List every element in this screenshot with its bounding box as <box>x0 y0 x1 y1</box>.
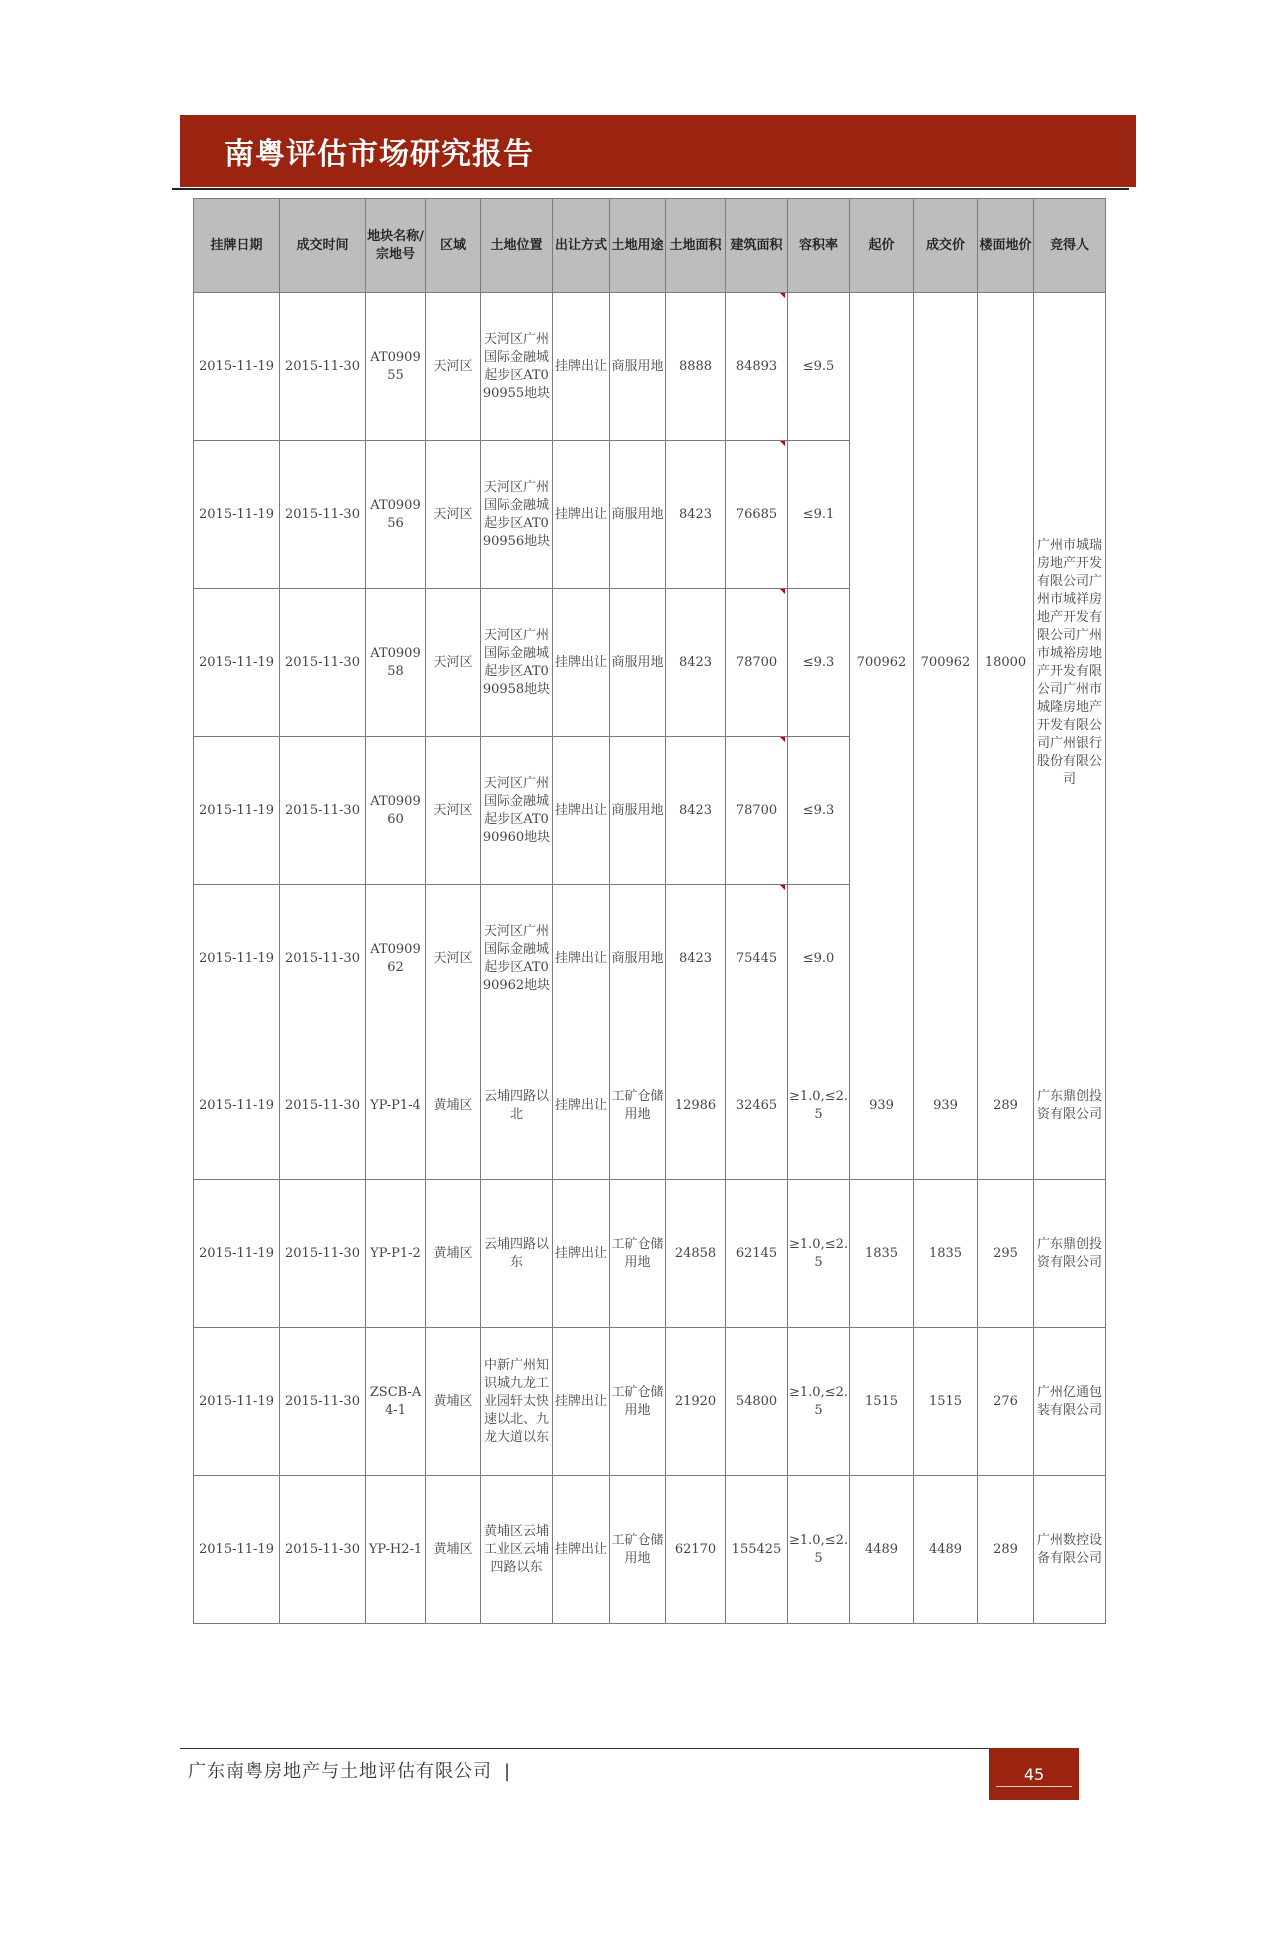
footer-company-name: 广东南粤房地产与土地评估有限公司 <box>188 1761 492 1782</box>
cell-district: 黄埔区 <box>426 1180 481 1328</box>
cell-build-area: 76685 <box>726 441 788 589</box>
cell-land-area: 8423 <box>666 441 726 589</box>
col-header-winner: 竞得人 <box>1034 199 1106 293</box>
cell-deal-date: 2015-11-30 <box>280 1328 366 1476</box>
col-header-land-area: 土地面积 <box>666 199 726 293</box>
cell-start-price: 1515 <box>850 1328 914 1476</box>
footer-rule <box>180 1748 990 1749</box>
col-header-far: 容积率 <box>788 199 850 293</box>
cell-far: ≤9.1 <box>788 441 850 589</box>
cell-build-area: 155425 <box>726 1476 788 1624</box>
table-row <box>194 1476 1106 1624</box>
table-row <box>194 1180 1106 1328</box>
cell-build-area: 78700 <box>726 589 788 737</box>
cell-use: 工矿仓储用地 <box>610 1328 666 1476</box>
report-title: 南粤评估市场研究报告 <box>224 137 534 172</box>
page-number-box <box>989 1748 1079 1800</box>
cell-winner: 广东鼎创投资有限公司 <box>1034 1180 1106 1328</box>
cell-winner: 广东鼎创投资有限公司 <box>1034 1032 1106 1180</box>
cell-floor-price: 289 <box>978 1032 1034 1180</box>
cell-far: ≤9.3 <box>788 737 850 885</box>
land-transaction-table <box>193 198 1106 1624</box>
cell-land-area: 21920 <box>666 1328 726 1476</box>
table-row <box>194 293 1106 441</box>
cell-district: 黄埔区 <box>426 1476 481 1624</box>
cell-parcel: AT090955 <box>366 293 426 441</box>
col-header-start-price: 起价 <box>850 199 914 293</box>
cell-location: 云埔四路以北 <box>481 1032 553 1180</box>
col-header-district: 区域 <box>426 199 481 293</box>
col-header-build-area: 建筑面积 <box>726 199 788 293</box>
cell-method: 挂牌出让 <box>553 737 610 885</box>
cell-district: 天河区 <box>426 737 481 885</box>
cell-list-date: 2015-11-19 <box>194 737 280 885</box>
cell-list-date: 2015-11-19 <box>194 293 280 441</box>
cell-far: ≤9.3 <box>788 589 850 737</box>
cell-location: 中新广州知识城九龙工业园轩太快速以北、九龙大道以东 <box>481 1328 553 1476</box>
table-header-row <box>194 199 1106 293</box>
cell-land-area: 8423 <box>666 885 726 1033</box>
cell-parcel: AT090962 <box>366 885 426 1033</box>
header-band <box>180 115 1136 187</box>
cell-far: ≤9.5 <box>788 293 850 441</box>
cell-method: 挂牌出让 <box>553 1476 610 1624</box>
cell-deal-date: 2015-11-30 <box>280 1476 366 1624</box>
footer-company <box>188 1757 511 1783</box>
cell-district: 天河区 <box>426 885 481 1033</box>
cell-winner: 广州亿通包装有限公司 <box>1034 1328 1106 1476</box>
cell-land-area: 8888 <box>666 293 726 441</box>
cell-winner-group: 广州市城瑞房地产开发有限公司广州市城祥房地产开发有限公司广州市城裕房地产开发有限公司广州市城隆房地产开发有限公司广州银行股份有限公司 <box>1034 293 1106 1033</box>
cell-list-date: 2015-11-19 <box>194 885 280 1033</box>
cell-floor-price: 276 <box>978 1328 1034 1476</box>
cell-list-date: 2015-11-19 <box>194 589 280 737</box>
cell-floor-price: 295 <box>978 1180 1034 1328</box>
cell-start-price-group: 700962 <box>850 293 914 1033</box>
cell-land-area: 62170 <box>666 1476 726 1624</box>
cell-use: 商服用地 <box>610 293 666 441</box>
cell-land-area: 8423 <box>666 589 726 737</box>
cell-parcel: ZSCB-A4-1 <box>366 1328 426 1476</box>
cell-parcel: AT090956 <box>366 441 426 589</box>
cell-method: 挂牌出让 <box>553 1180 610 1328</box>
cell-method: 挂牌出让 <box>553 1032 610 1180</box>
cell-use: 工矿仓储用地 <box>610 1180 666 1328</box>
cell-deal-date: 2015-11-30 <box>280 885 366 1033</box>
cell-parcel: YP-P1-4 <box>366 1032 426 1180</box>
col-header-deal-price: 成交价 <box>914 199 978 293</box>
cell-deal-price: 1835 <box>914 1180 978 1328</box>
cell-use: 商服用地 <box>610 737 666 885</box>
cell-build-area: 32465 <box>726 1032 788 1180</box>
cell-method: 挂牌出让 <box>553 1328 610 1476</box>
cell-start-price: 1835 <box>850 1180 914 1328</box>
cell-far: ≥1.0,≤2.5 <box>788 1328 850 1476</box>
cell-far: ≥1.0,≤2.5 <box>788 1032 850 1180</box>
cell-district: 黄埔区 <box>426 1032 481 1180</box>
cell-start-price: 939 <box>850 1032 914 1180</box>
cell-build-area: 75445 <box>726 885 788 1033</box>
cell-deal-price-group: 700962 <box>914 293 978 1033</box>
cell-location: 天河区广州国际金融城起步区AT090956地块 <box>481 441 553 589</box>
cell-far: ≥1.0,≤2.5 <box>788 1476 850 1624</box>
cell-district: 天河区 <box>426 441 481 589</box>
cell-list-date: 2015-11-19 <box>194 1032 280 1180</box>
cell-district: 黄埔区 <box>426 1328 481 1476</box>
cell-winner: 广州数控设备有限公司 <box>1034 1476 1106 1624</box>
cell-floor-price-group: 18000 <box>978 293 1034 1033</box>
cell-location: 黄埔区云埔工业区云埔四路以东 <box>481 1476 553 1624</box>
cell-district: 天河区 <box>426 589 481 737</box>
cell-build-area: 54800 <box>726 1328 788 1476</box>
cell-build-area: 62145 <box>726 1180 788 1328</box>
cell-far: ≤9.0 <box>788 885 850 1033</box>
col-header-floor-price: 楼面地价 <box>978 199 1034 293</box>
cell-list-date: 2015-11-19 <box>194 1476 280 1624</box>
cell-use: 工矿仓储用地 <box>610 1476 666 1624</box>
cell-deal-date: 2015-11-30 <box>280 293 366 441</box>
cell-land-area: 12986 <box>666 1032 726 1180</box>
col-header-use: 土地用途 <box>610 199 666 293</box>
cell-deal-price: 4489 <box>914 1476 978 1624</box>
cell-method: 挂牌出让 <box>553 293 610 441</box>
col-header-parcel: 地块名称/宗地号 <box>366 199 426 293</box>
cell-floor-price: 289 <box>978 1476 1034 1624</box>
cell-location: 云埔四路以东 <box>481 1180 553 1328</box>
cell-parcel: AT090960 <box>366 737 426 885</box>
cell-deal-price: 1515 <box>914 1328 978 1476</box>
cell-location: 天河区广州国际金融城起步区AT090960地块 <box>481 737 553 885</box>
cell-location: 天河区广州国际金融城起步区AT090958地块 <box>481 589 553 737</box>
cell-build-area: 84893 <box>726 293 788 441</box>
cell-parcel: AT090958 <box>366 589 426 737</box>
cell-list-date: 2015-11-19 <box>194 1180 280 1328</box>
cell-method: 挂牌出让 <box>553 589 610 737</box>
cell-deal-date: 2015-11-30 <box>280 1180 366 1328</box>
table-row <box>194 1328 1106 1476</box>
page-number: 45 <box>1023 1764 1045 1784</box>
col-header-location: 土地位置 <box>481 199 553 293</box>
cell-deal-date: 2015-11-30 <box>280 737 366 885</box>
cell-deal-price: 939 <box>914 1032 978 1180</box>
page-number-underline <box>996 1786 1072 1787</box>
cell-location: 天河区广州国际金融城起步区AT090955地块 <box>481 293 553 441</box>
cell-use: 商服用地 <box>610 441 666 589</box>
cell-deal-date: 2015-11-30 <box>280 589 366 737</box>
cell-build-area: 78700 <box>726 737 788 885</box>
cell-land-area: 24858 <box>666 1180 726 1328</box>
col-header-method: 出让方式 <box>553 199 610 293</box>
col-header-deal-date: 成交时间 <box>280 199 366 293</box>
footer-separator: | <box>504 1761 512 1782</box>
cell-use: 商服用地 <box>610 589 666 737</box>
cell-method: 挂牌出让 <box>553 441 610 589</box>
cell-list-date: 2015-11-19 <box>194 1328 280 1476</box>
cell-deal-date: 2015-11-30 <box>280 1032 366 1180</box>
cell-use: 商服用地 <box>610 885 666 1033</box>
cell-list-date: 2015-11-19 <box>194 441 280 589</box>
cell-location: 天河区广州国际金融城起步区AT090962地块 <box>481 885 553 1033</box>
cell-deal-date: 2015-11-30 <box>280 441 366 589</box>
table-row <box>194 1032 1106 1180</box>
cell-use: 工矿仓储用地 <box>610 1032 666 1180</box>
cell-parcel: YP-P1-2 <box>366 1180 426 1328</box>
cell-land-area: 8423 <box>666 737 726 885</box>
cell-far: ≥1.0,≤2.5 <box>788 1180 850 1328</box>
col-header-list-date: 挂牌日期 <box>194 199 280 293</box>
cell-parcel: YP-H2-1 <box>366 1476 426 1624</box>
header-rule <box>172 188 1129 190</box>
cell-method: 挂牌出让 <box>553 885 610 1033</box>
cell-start-price: 4489 <box>850 1476 914 1624</box>
cell-district: 天河区 <box>426 293 481 441</box>
